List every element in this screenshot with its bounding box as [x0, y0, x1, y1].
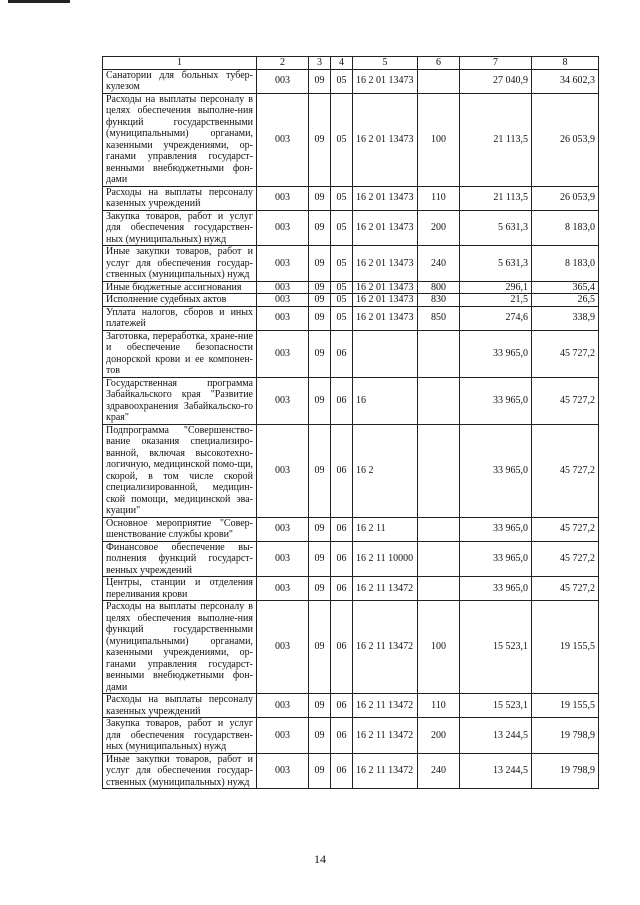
cell-sum-year1: 15 523,1 [460, 601, 532, 694]
row-name: Иные закупки товаров, работ и услуг для обеспечения государ-ственных (муниципальных) нужд [103, 753, 257, 789]
row-name: Подпрограмма "Совершенство-вание оказания специализиро-ванной, включая высокотехно-логичную, медицинской помо-щи, скорой, в том числе скорой специализированной, медицин-ской помощи, медицинской эва-куации" [103, 424, 257, 517]
cell-sum-year2: 19 798,9 [532, 753, 599, 789]
cell-subsection: 05 [331, 210, 353, 246]
cell-target-article: 16 2 11 [353, 517, 418, 541]
cell-expense-type: 100 [418, 93, 460, 186]
cell-target-article: 16 2 11 10000 [353, 541, 418, 577]
cell-subsection: 06 [331, 694, 353, 718]
cell-ministry: 003 [257, 246, 309, 282]
cell-expense-type [418, 541, 460, 577]
cell-sum-year2: 45 727,2 [532, 577, 599, 601]
cell-ministry: 003 [257, 330, 309, 377]
cell-expense-type: 830 [418, 294, 460, 307]
table-row [103, 246, 599, 282]
cell-section: 09 [309, 424, 331, 517]
cell-subsection: 05 [331, 186, 353, 210]
cell-sum-year2: 45 727,2 [532, 424, 599, 517]
cell-expense-type [418, 69, 460, 93]
cell-subsection: 05 [331, 246, 353, 282]
cell-target-article: 16 2 01 13473 [353, 246, 418, 282]
cell-sum-year1: 5 631,3 [460, 246, 532, 282]
cell-sum-year1: 33 965,0 [460, 541, 532, 577]
cell-sum-year2: 365,4 [532, 281, 599, 294]
cell-sum-year1: 13 244,5 [460, 718, 532, 754]
cell-ministry: 003 [257, 69, 309, 93]
cell-expense-type [418, 424, 460, 517]
row-name: Закупка товаров, работ и услуг для обеспечения государствен-ных (муниципальных) нужд [103, 210, 257, 246]
table-row [103, 577, 599, 601]
cell-sum-year1: 27 040,9 [460, 69, 532, 93]
cell-target-article: 16 2 01 13473 [353, 306, 418, 330]
cell-section: 09 [309, 753, 331, 789]
cell-sum-year1: 33 965,0 [460, 330, 532, 377]
cell-sum-year1: 296,1 [460, 281, 532, 294]
col-header-7: 7 [460, 57, 532, 70]
cell-ministry: 003 [257, 694, 309, 718]
cell-sum-year2: 338,9 [532, 306, 599, 330]
cell-sum-year2: 19 155,5 [532, 694, 599, 718]
row-name: Расходы на выплаты персоналу в целях обеспечения выполне-ния функций государственными (муниципальными) органами, казенными учреждениями, ор-ганами управления государст-венными внебюджетными фон-дами [103, 601, 257, 694]
cell-target-article: 16 2 01 13473 [353, 93, 418, 186]
cell-expense-type: 240 [418, 753, 460, 789]
cell-subsection: 05 [331, 294, 353, 307]
row-name: Расходы на выплаты персоналу в целях обеспечения выполне-ния функций государственными (муниципальными) органами, казенными учреждениями, ор-ганами управления государст-венными внебюджетными фон-дами [103, 93, 257, 186]
cell-sum-year2: 45 727,2 [532, 377, 599, 424]
cell-ministry: 003 [257, 601, 309, 694]
page-number: 14 [314, 852, 326, 866]
cell-sum-year1: 21 113,5 [460, 93, 532, 186]
cell-sum-year2: 8 183,0 [532, 246, 599, 282]
table-row [103, 517, 599, 541]
cell-subsection: 06 [331, 541, 353, 577]
cell-sum-year2: 19 798,9 [532, 718, 599, 754]
table-row [103, 541, 599, 577]
cell-section: 09 [309, 601, 331, 694]
table-row [103, 93, 599, 186]
cell-target-article: 16 2 11 13472 [353, 753, 418, 789]
row-name: Уплата налогов, сборов и иных платежей [103, 306, 257, 330]
table-row [103, 601, 599, 694]
cell-expense-type [418, 577, 460, 601]
cell-sum-year1: 33 965,0 [460, 424, 532, 517]
table-row [103, 753, 599, 789]
cell-subsection: 05 [331, 306, 353, 330]
cell-subsection: 06 [331, 517, 353, 541]
scan-edge-mark [8, 0, 70, 3]
cell-subsection: 05 [331, 93, 353, 186]
cell-ministry: 003 [257, 306, 309, 330]
cell-target-article: 16 2 01 13473 [353, 69, 418, 93]
cell-sum-year1: 33 965,0 [460, 377, 532, 424]
table-row [103, 694, 599, 718]
cell-subsection: 05 [331, 281, 353, 294]
table-row [103, 210, 599, 246]
table-row [103, 281, 599, 294]
cell-expense-type: 850 [418, 306, 460, 330]
cell-expense-type [418, 517, 460, 541]
cell-target-article: 16 2 11 13472 [353, 577, 418, 601]
cell-sum-year2: 19 155,5 [532, 601, 599, 694]
cell-sum-year1: 21 113,5 [460, 186, 532, 210]
table-row [103, 377, 599, 424]
cell-section: 09 [309, 69, 331, 93]
cell-expense-type [418, 330, 460, 377]
cell-sum-year1: 5 631,3 [460, 210, 532, 246]
col-header-4: 4 [331, 57, 353, 70]
cell-ministry: 003 [257, 93, 309, 186]
cell-section: 09 [309, 246, 331, 282]
cell-expense-type: 100 [418, 601, 460, 694]
cell-subsection: 06 [331, 424, 353, 517]
cell-section: 09 [309, 377, 331, 424]
cell-sum-year2: 26,5 [532, 294, 599, 307]
table-row [103, 330, 599, 377]
row-name: Закупка товаров, работ и услуг для обеспечения государствен-ных (муниципальных) нужд [103, 718, 257, 754]
cell-section: 09 [309, 210, 331, 246]
cell-section: 09 [309, 517, 331, 541]
cell-section: 09 [309, 330, 331, 377]
cell-section: 09 [309, 306, 331, 330]
cell-expense-type [418, 377, 460, 424]
cell-target-article: 16 2 01 13473 [353, 186, 418, 210]
cell-sum-year2: 26 053,9 [532, 93, 599, 186]
cell-expense-type: 110 [418, 694, 460, 718]
cell-target-article: 16 2 11 13472 [353, 718, 418, 754]
row-name: Исполнение судебных актов [103, 294, 257, 307]
row-name: Государственная программа Забайкальского края "Развитие здравоохранения Забайкальско-го края" [103, 377, 257, 424]
cell-target-article: 16 2 11 13472 [353, 694, 418, 718]
table-row [103, 294, 599, 307]
cell-expense-type: 110 [418, 186, 460, 210]
cell-section: 09 [309, 718, 331, 754]
col-header-3: 3 [309, 57, 331, 70]
row-name: Расходы на выплаты персоналу казенных учреждений [103, 186, 257, 210]
cell-target-article [353, 330, 418, 377]
cell-section: 09 [309, 294, 331, 307]
cell-sum-year2: 45 727,2 [532, 541, 599, 577]
cell-ministry: 003 [257, 541, 309, 577]
cell-subsection: 06 [331, 330, 353, 377]
cell-section: 09 [309, 577, 331, 601]
cell-section: 09 [309, 281, 331, 294]
cell-ministry: 003 [257, 281, 309, 294]
cell-ministry: 003 [257, 517, 309, 541]
cell-sum-year2: 26 053,9 [532, 186, 599, 210]
cell-sum-year1: 33 965,0 [460, 517, 532, 541]
cell-subsection: 06 [331, 577, 353, 601]
cell-expense-type: 800 [418, 281, 460, 294]
cell-section: 09 [309, 186, 331, 210]
cell-ministry: 003 [257, 424, 309, 517]
cell-ministry: 003 [257, 210, 309, 246]
cell-target-article: 16 2 11 13472 [353, 601, 418, 694]
cell-target-article: 16 2 01 13473 [353, 210, 418, 246]
cell-sum-year2: 45 727,2 [532, 330, 599, 377]
cell-ministry: 003 [257, 377, 309, 424]
cell-sum-year1: 21,5 [460, 294, 532, 307]
cell-sum-year1: 33 965,0 [460, 577, 532, 601]
cell-section: 09 [309, 93, 331, 186]
cell-sum-year1: 274,6 [460, 306, 532, 330]
col-header-1: 1 [103, 57, 257, 70]
cell-ministry: 003 [257, 718, 309, 754]
cell-ministry: 003 [257, 577, 309, 601]
row-name: Центры, станции и отделения переливания крови [103, 577, 257, 601]
cell-target-article: 16 2 01 13473 [353, 281, 418, 294]
table-row [103, 69, 599, 93]
row-name: Заготовка, переработка, хране-ние и обеспечение безопасности донорской крови и ее компонен-тов [103, 330, 257, 377]
cell-target-article: 16 2 [353, 424, 418, 517]
cell-sum-year1: 15 523,1 [460, 694, 532, 718]
row-name: Иные бюджетные ассигнования [103, 281, 257, 294]
row-name: Санатории для больных тубер-кулезом [103, 69, 257, 93]
row-name: Основное мероприятие "Совер-шенствование службы крови" [103, 517, 257, 541]
cell-ministry: 003 [257, 186, 309, 210]
header-row [103, 57, 599, 70]
cell-expense-type: 200 [418, 718, 460, 754]
col-header-8: 8 [532, 57, 599, 70]
cell-ministry: 003 [257, 753, 309, 789]
cell-subsection: 06 [331, 718, 353, 754]
cell-sum-year2: 45 727,2 [532, 517, 599, 541]
table-row [103, 718, 599, 754]
col-header-5: 5 [353, 57, 418, 70]
row-name: Расходы на выплаты персоналу казенных учреждений [103, 694, 257, 718]
col-header-2: 2 [257, 57, 309, 70]
cell-expense-type: 240 [418, 246, 460, 282]
col-header-6: 6 [418, 57, 460, 70]
table-row [103, 186, 599, 210]
cell-sum-year1: 13 244,5 [460, 753, 532, 789]
cell-section: 09 [309, 694, 331, 718]
cell-subsection: 06 [331, 753, 353, 789]
cell-target-article: 16 [353, 377, 418, 424]
row-name: Финансовое обеспечение вы-полнения функций государст-венных учреждений [103, 541, 257, 577]
cell-subsection: 05 [331, 69, 353, 93]
cell-sum-year2: 8 183,0 [532, 210, 599, 246]
cell-ministry: 003 [257, 294, 309, 307]
cell-expense-type: 200 [418, 210, 460, 246]
cell-subsection: 06 [331, 377, 353, 424]
row-name: Иные закупки товаров, работ и услуг для обеспечения государ-ственных (муниципальных) нужд [103, 246, 257, 282]
cell-subsection: 06 [331, 601, 353, 694]
table-row [103, 306, 599, 330]
table-row [103, 424, 599, 517]
budget-table [102, 56, 599, 789]
cell-section: 09 [309, 541, 331, 577]
cell-target-article: 16 2 01 13473 [353, 294, 418, 307]
cell-sum-year2: 34 602,3 [532, 69, 599, 93]
